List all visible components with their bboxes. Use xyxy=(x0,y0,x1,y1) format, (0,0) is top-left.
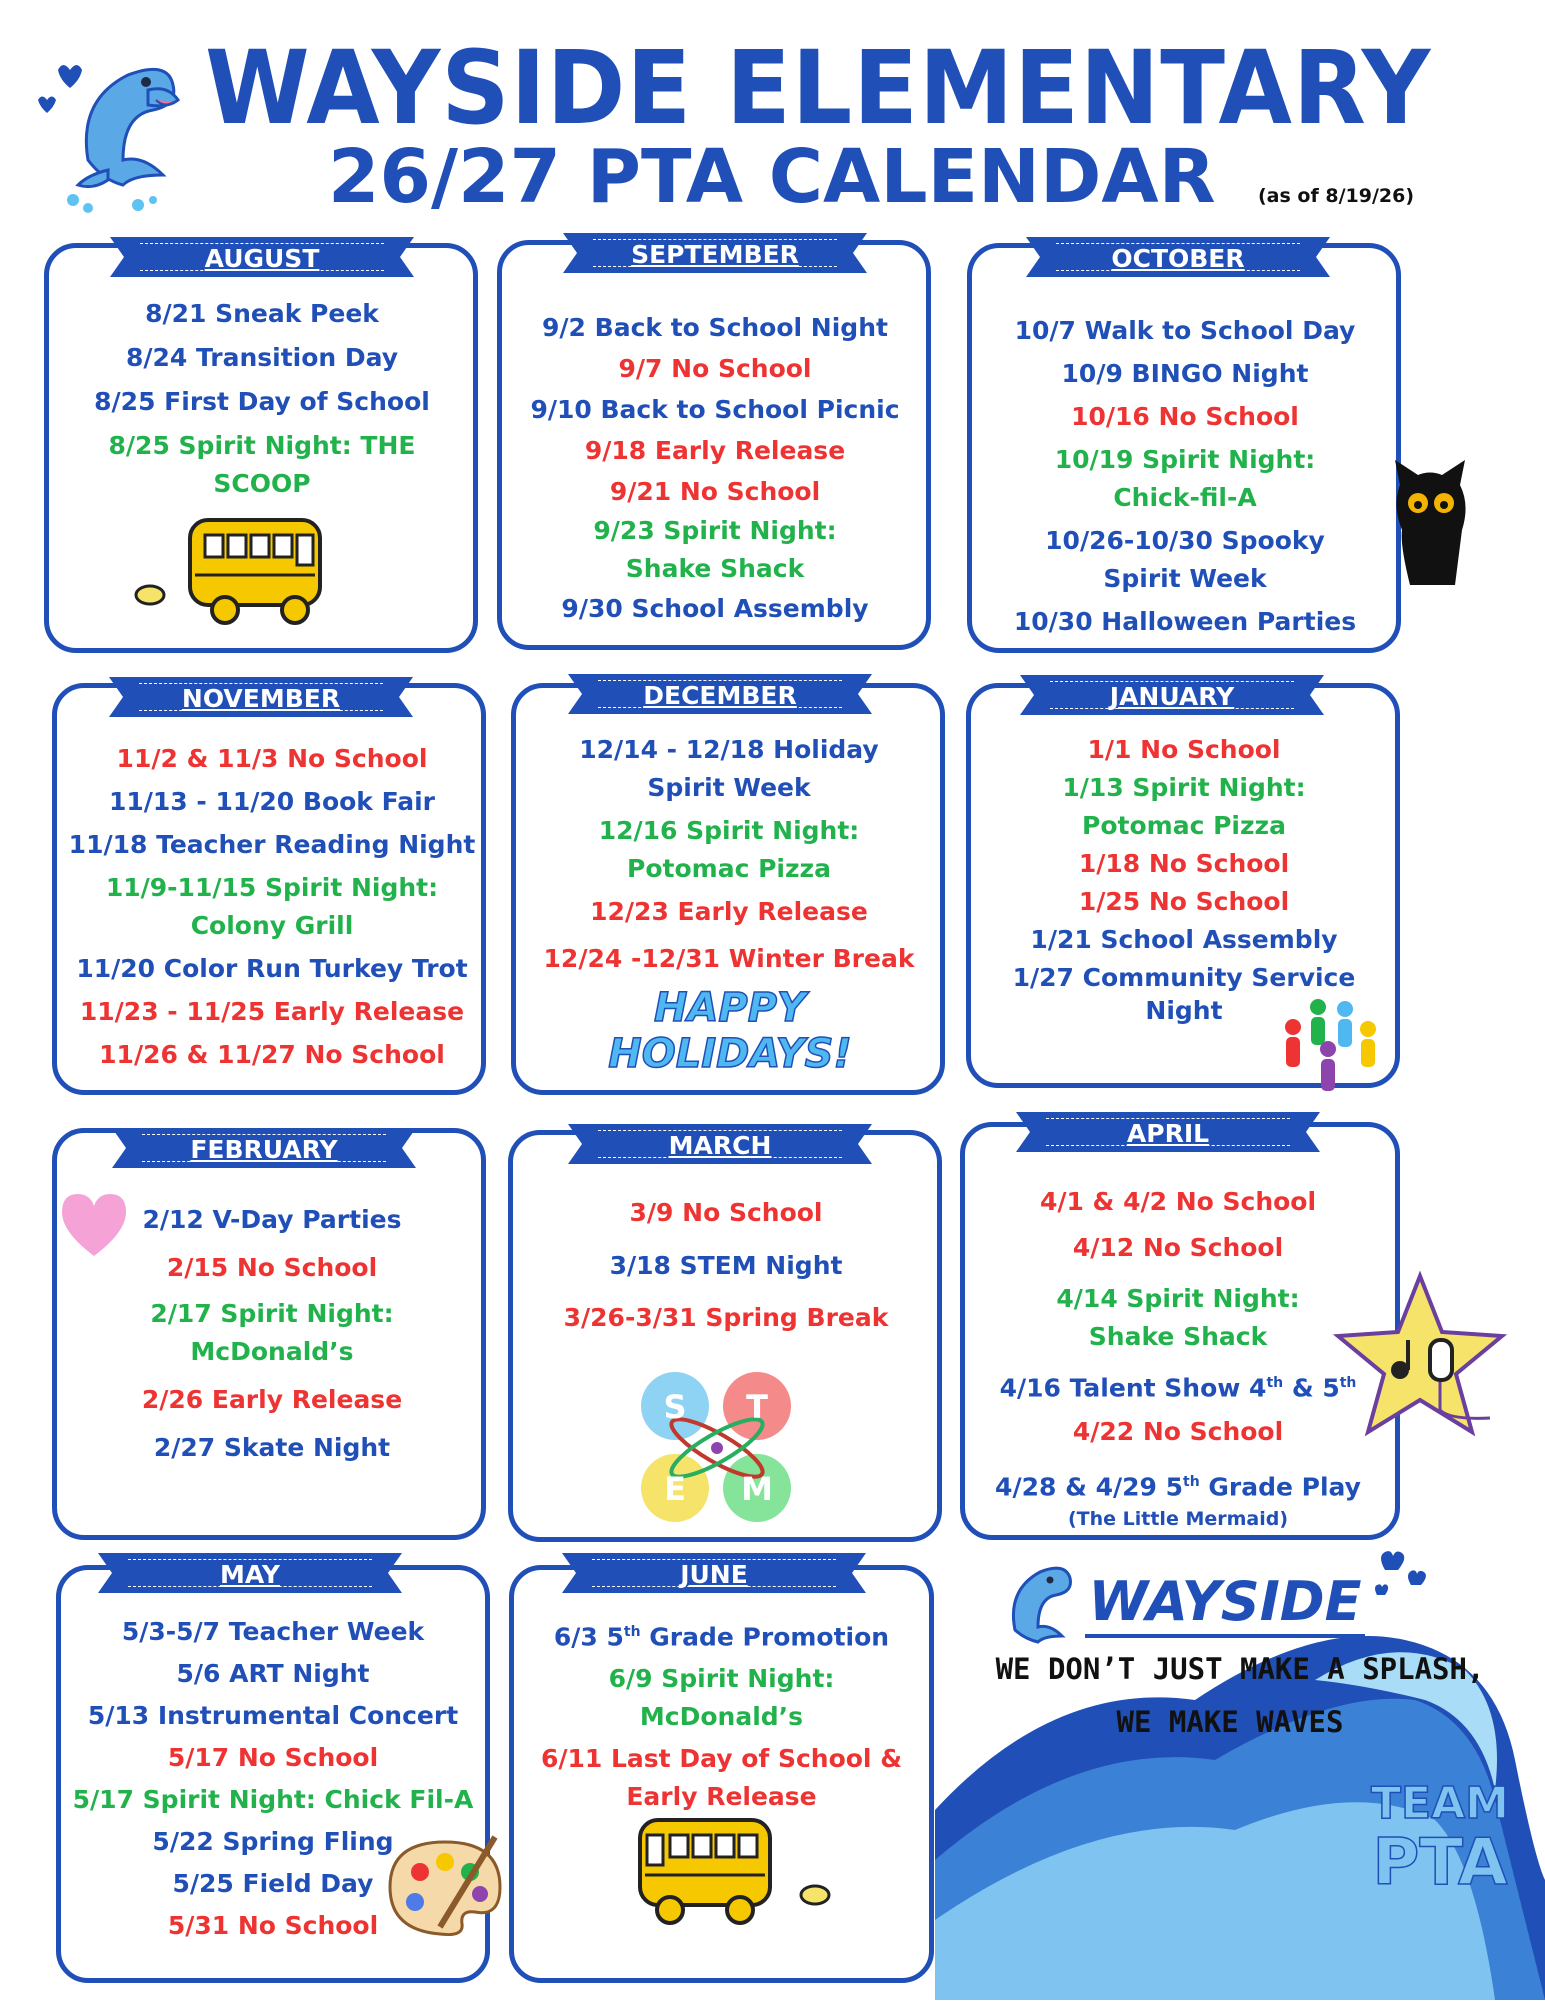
event-item: 10/9 BINGO Night xyxy=(1061,359,1309,388)
slogan-line-2: WE MAKE WAVES xyxy=(1116,1705,1344,1739)
event-item: 3/9 No School xyxy=(629,1198,823,1227)
play-note: (The Little Mermaid) xyxy=(1067,1507,1289,1530)
event-item: Night xyxy=(1145,996,1223,1025)
event-item: 2/17 Spirit Night: xyxy=(150,1299,394,1328)
play-text: 4/28 & 4/29 5 xyxy=(995,1472,1183,1502)
august-events xyxy=(50,295,474,503)
as-of-date: (as of 8/19/26) xyxy=(1258,185,1415,207)
event-item: 3/26-3/31 Spring Break xyxy=(563,1303,889,1332)
month-ribbon-november xyxy=(131,677,391,717)
month-ribbon-february xyxy=(134,1128,394,1168)
event-item: 5/31 No School xyxy=(167,1911,379,1940)
ordinal: th xyxy=(1266,1375,1284,1391)
talent-text: 4/16 Talent Show 4 xyxy=(999,1373,1267,1403)
month-title: MAY xyxy=(220,1560,280,1589)
march-events xyxy=(514,1194,938,1337)
month-ribbon-september xyxy=(585,233,845,273)
event-item: 11/13 - 11/20 Book Fair xyxy=(108,787,436,816)
event-item: 9/10 Back to School Picnic xyxy=(530,395,900,424)
event-item: 5/22 Spring Fling xyxy=(152,1827,394,1856)
event-item: 10/19 Spirit Night: xyxy=(1054,445,1316,474)
school-bus-icon xyxy=(130,510,350,630)
hearts-icon xyxy=(1365,1545,1435,1605)
event-item: 4/12 No School xyxy=(1072,1233,1284,1262)
event-item: McDonald’s xyxy=(639,1702,804,1732)
month-title: DECEMBER xyxy=(643,681,797,710)
pta-text: PTA xyxy=(1372,1826,1508,1900)
month-ribbon-august xyxy=(132,237,392,277)
event-item: 9/18 Early Release xyxy=(584,436,846,465)
event-item: 2/27 Skate Night xyxy=(153,1433,391,1462)
event-item: 11/23 - 11/25 Early Release xyxy=(79,997,465,1026)
team-text: TEAM xyxy=(1371,1778,1509,1829)
event-item: 12/24 -12/31 Winter Break xyxy=(543,944,915,973)
event-item: 9/21 No School xyxy=(609,477,821,506)
happy-word: HAPPY xyxy=(653,985,807,1031)
event-item: 1/1 No School xyxy=(1087,735,1281,764)
event-item: 9/23 Spirit Night: xyxy=(593,516,837,545)
event-item: 2/12 V-Day Parties xyxy=(142,1205,402,1234)
talent-show-event xyxy=(966,1364,1390,1407)
dolphin-mascot-small-icon xyxy=(990,1550,1080,1650)
month-title: JANUARY xyxy=(1109,682,1235,711)
event-item: 12/16 Spirit Night: xyxy=(598,816,860,845)
event-item: 3/18 STEM Night xyxy=(609,1251,843,1280)
black-cat-icon xyxy=(1390,455,1470,595)
event-item: 1/21 School Assembly xyxy=(1030,925,1338,954)
event-item: 11/2 & 11/3 No School xyxy=(116,744,428,773)
dolphin-mascot-icon xyxy=(28,30,208,215)
community-people-icon xyxy=(1273,997,1383,1097)
event-item: Shake Shack xyxy=(625,554,805,583)
event-item: McDonald’s xyxy=(190,1337,354,1366)
october-events xyxy=(973,312,1397,641)
event-item: 8/24 Transition Day xyxy=(125,343,399,372)
month-ribbon-march xyxy=(590,1124,850,1164)
event-item: 9/30 School Assembly xyxy=(561,594,869,623)
month-title: AUGUST xyxy=(204,244,320,273)
stem-logo-icon xyxy=(637,1368,797,1526)
event-item: 11/20 Color Run Turkey Trot xyxy=(76,954,468,983)
event-item: 8/25 First Day of School xyxy=(94,387,430,416)
event-item: Spirit Week xyxy=(1103,564,1267,593)
month-ribbon-december xyxy=(590,674,850,714)
music-star-icon xyxy=(1330,1270,1510,1450)
event-item: 12/23 Early Release xyxy=(590,897,868,926)
promotion-event xyxy=(515,1613,928,1656)
event-item: 2/26 Early Release xyxy=(141,1385,403,1414)
event-item: 6/11 Last Day of School & xyxy=(540,1744,902,1774)
month-title: FEBRUARY xyxy=(190,1135,338,1164)
month-ribbon-january xyxy=(1042,675,1302,715)
play-text: Grade Play xyxy=(1199,1472,1361,1502)
event-item: Colony Grill xyxy=(190,911,354,940)
month-ribbon-june xyxy=(584,1553,844,1593)
school-title: WAYSIDE ELEMENTARY xyxy=(205,29,1432,148)
event-item: Spirit Week xyxy=(647,773,811,802)
calendar-subtitle: 26/27 PTA CALENDAR xyxy=(328,134,1216,220)
stem-letter-m: M xyxy=(741,1470,773,1508)
month-ribbon-april xyxy=(1038,1112,1298,1152)
event-item: 10/26-10/30 Spooky xyxy=(1045,526,1325,555)
event-item: 5/17 No School xyxy=(167,1743,379,1772)
month-ribbon-may xyxy=(120,1553,380,1593)
february-events xyxy=(58,1201,486,1467)
paint-palette-icon xyxy=(380,1832,510,1942)
event-item: 11/9-11/15 Spirit Night: xyxy=(105,873,439,902)
stem-letter-s: S xyxy=(663,1388,687,1426)
event-item: 1/25 No School xyxy=(1078,887,1290,916)
team-pta-logo xyxy=(1360,1780,1520,1898)
month-title: SEPTEMBER xyxy=(631,240,799,269)
promo-text: 6/3 5 xyxy=(553,1622,624,1652)
event-item: 10/7 Walk to School Day xyxy=(1014,316,1356,345)
event-item: 8/21 Sneak Peek xyxy=(145,299,379,328)
september-events xyxy=(503,307,927,629)
ordinal: th xyxy=(1183,1474,1200,1491)
ordinal: th xyxy=(623,1624,641,1640)
event-item: 4/22 No School xyxy=(1072,1417,1284,1447)
event-item: 5/6 ART Night xyxy=(176,1659,370,1688)
event-item: 1/13 Spirit Night: xyxy=(1062,773,1306,802)
event-item: 9/7 No School xyxy=(618,354,812,383)
wayside-brand: WAYSIDE xyxy=(1085,1570,1365,1638)
november-events xyxy=(58,740,486,1074)
month-title: JUNE xyxy=(680,1560,748,1589)
event-item: 5/25 Field Day xyxy=(172,1869,374,1898)
event-item: 1/18 No School xyxy=(1078,849,1290,878)
event-item: 4/14 Spirit Night: xyxy=(1056,1284,1300,1313)
month-ribbon-october xyxy=(1048,237,1308,277)
event-item: 10/16 No School xyxy=(1071,402,1299,431)
april-events xyxy=(966,1183,1390,1531)
event-item: 5/17 Spirit Night: Chick Fil-A xyxy=(72,1785,474,1814)
event-item: 11/26 & 11/27 No School xyxy=(99,1040,445,1069)
event-item: 8/25 Spirit Night: THE xyxy=(108,431,416,460)
promo-text: Grade Promotion xyxy=(640,1622,890,1652)
slogan-line-1: WE DON’T JUST MAKE A SPLASH, xyxy=(995,1652,1485,1686)
month-title: OCTOBER xyxy=(1111,244,1245,273)
talent-text: & 5 xyxy=(1283,1373,1340,1403)
event-item: Potomac Pizza xyxy=(627,854,831,883)
event-item: 1/27 Community Service xyxy=(1012,963,1356,992)
december-events xyxy=(517,731,941,978)
holidays-word: HOLIDAYS! xyxy=(608,1031,852,1077)
event-item: 5/3-5/7 Teacher Week xyxy=(121,1617,425,1646)
month-title: MARCH xyxy=(668,1131,772,1160)
month-title: APRIL xyxy=(1126,1119,1210,1148)
event-item: 12/14 - 12/18 Holiday xyxy=(579,735,879,764)
grade-play-event xyxy=(966,1463,1390,1506)
event-item: 10/30 Halloween Parties xyxy=(1013,607,1357,636)
event-item: 2/15 No School xyxy=(166,1253,378,1282)
event-item: 6/9 Spirit Night: xyxy=(608,1664,835,1694)
event-item: 4/1 & 4/2 No School xyxy=(1039,1187,1317,1216)
stem-letter-e: E xyxy=(664,1470,686,1508)
event-item: 5/13 Instrumental Concert xyxy=(87,1701,459,1730)
june-events xyxy=(515,1613,928,1816)
event-item: Shake Shack xyxy=(1088,1322,1268,1351)
event-item: 9/2 Back to School Night xyxy=(542,313,888,342)
january-events xyxy=(972,731,1396,1025)
school-bus-icon xyxy=(620,1810,840,1930)
event-item: 11/18 Teacher Reading Night xyxy=(68,830,476,859)
month-title: NOVEMBER xyxy=(181,684,341,713)
stem-letter-t: T xyxy=(746,1388,768,1426)
event-item: SCOOP xyxy=(213,469,311,498)
happy-holidays-text xyxy=(600,985,860,1077)
event-item: Potomac Pizza xyxy=(1082,811,1286,840)
event-item: Chick-fil-A xyxy=(1113,483,1257,512)
ordinal: th xyxy=(1339,1375,1357,1391)
event-item: Early Release xyxy=(626,1782,817,1812)
